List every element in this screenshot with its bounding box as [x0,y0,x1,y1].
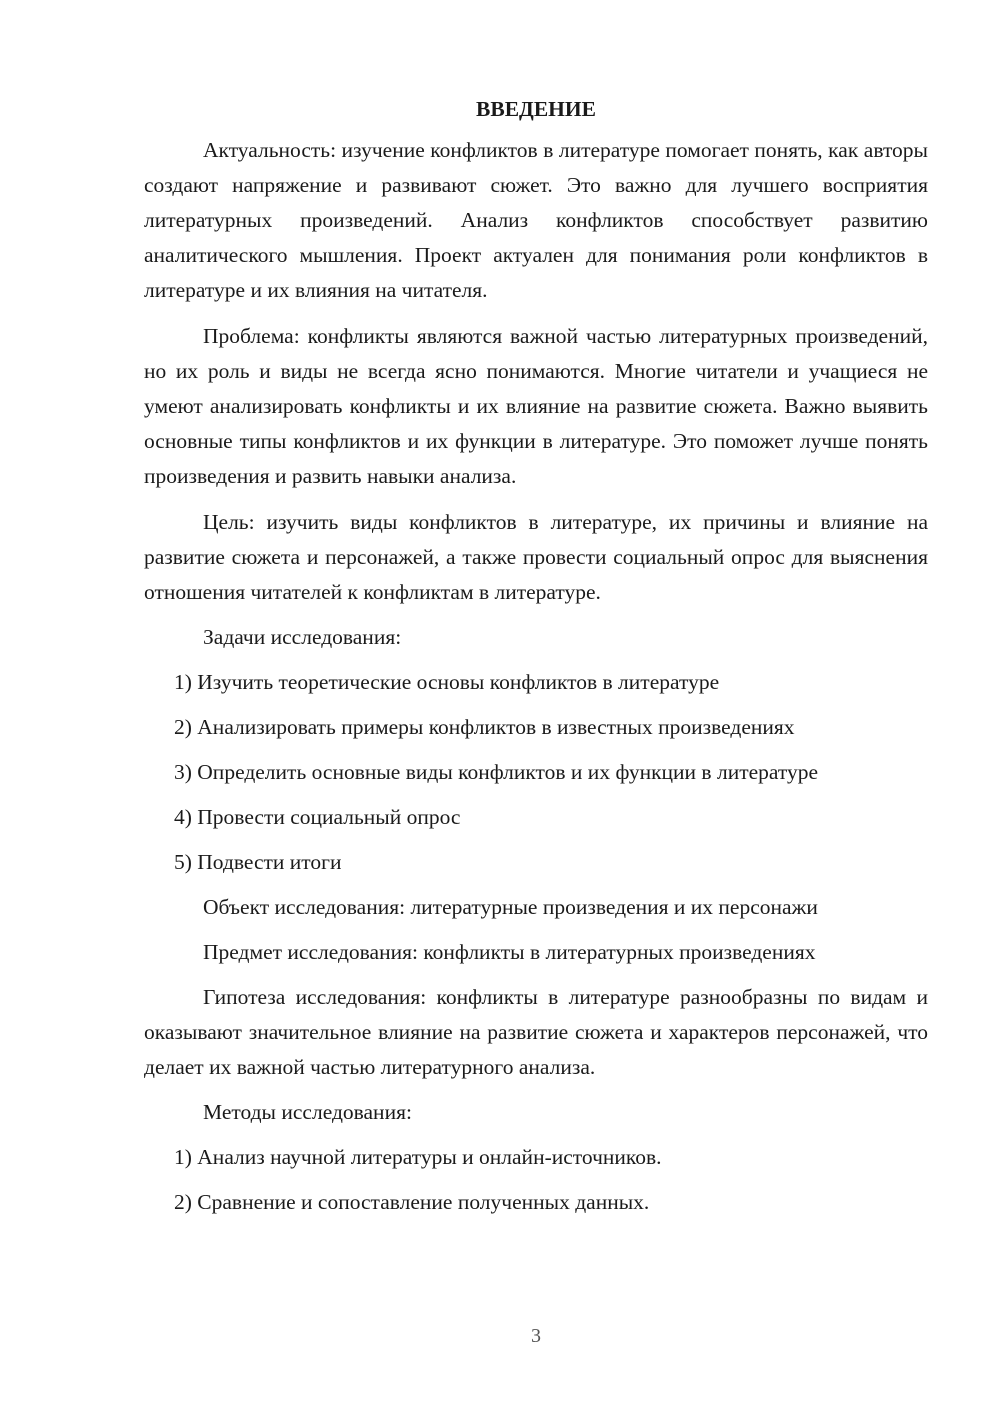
task-item-4: 4) Провести социальный опрос [174,805,461,829]
method-item-1: 1) Анализ научной литературы и онлайн-источников. [174,1145,662,1169]
problem-paragraph: Проблема: конфликты являются важной частью литературных произведений, но их роль и виды не всегда ясно понимаются. Многие читатели и учащиеся не умеют анализировать конфликты и их влияние на развитие сюжета. Важно выявить основные типы конфликтов и их функции в литературе. Это поможет лучше понять произведения и развить навыки анализа. [144,324,928,488]
tasks-heading: Задачи исследования: [203,625,402,649]
document-page [144,92,928,1220]
subject-line: Предмет исследования: конфликты в литературных произведениях [203,940,816,964]
method-item-2: 2) Сравнение и сопоставление полученных данных. [174,1190,650,1214]
task-item-2: 2) Анализировать примеры конфликтов в известных произведениях [174,715,795,739]
relevance-paragraph: Актуальность: изучение конфликтов в литературе помогает понять, как авторы создают напряжение и развивают сюжет. Это важно для лучшего восприятия литературных произведений. Анализ конфликтов способствует развитию аналитического мышления. Проект актуален для понимания роли конфликтов в литературе и их влияния на читателя. [144,138,928,302]
task-item-1: 1) Изучить теоретические основы конфликтов в литературе [174,670,720,694]
goal-paragraph: Цель: изучить виды конфликтов в литературе, их причины и влияние на развитие сюжета и персонажей, а также провести социальный опрос для выяснения отношения читателей к конфликтам в литературе. [144,510,928,604]
object-line: Объект исследования: литературные произведения и их персонажи [203,895,818,919]
section-title: ВВЕДЕНИЕ [476,97,596,121]
hypothesis-paragraph: Гипотеза исследования: конфликты в литературе разнообразны по видам и оказывают значительное влияние на развитие сюжета и характеров персонажей, что делает их важной частью литературного анализа. [144,985,928,1079]
methods-heading: Методы исследования: [203,1100,412,1124]
page-number: 3 [531,1325,541,1347]
task-item-5: 5) Подвести итоги [174,850,342,874]
task-item-3: 3) Определить основные виды конфликтов и их функции в литературе [174,760,819,784]
